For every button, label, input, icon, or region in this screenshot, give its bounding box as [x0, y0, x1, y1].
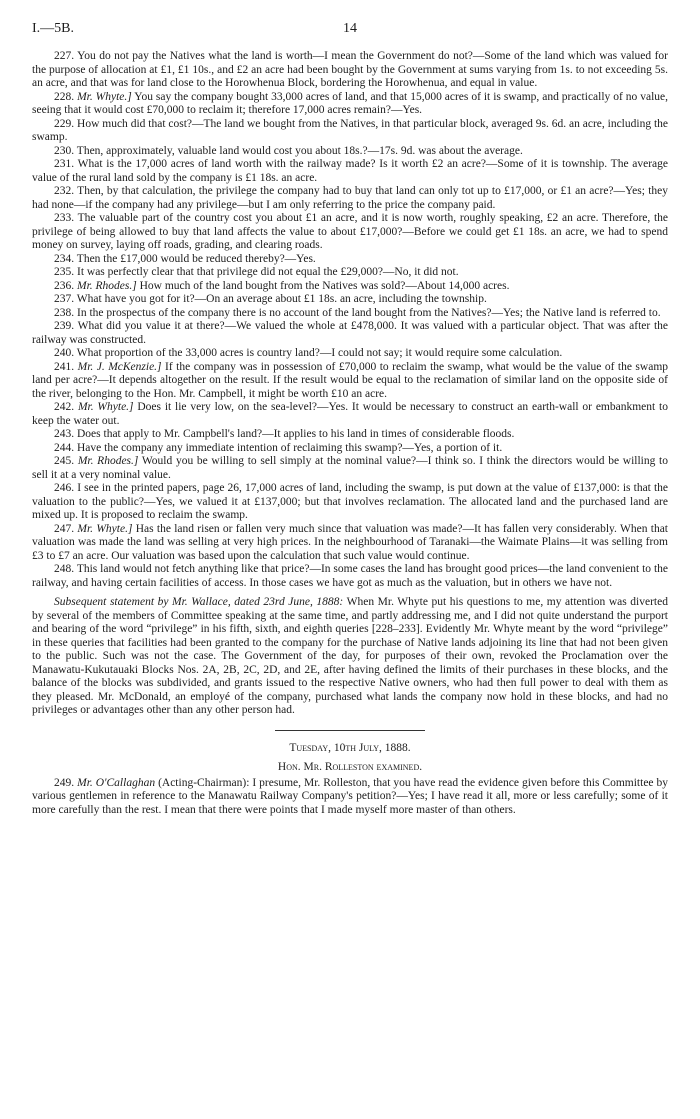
speaker: Mr. Whyte.]: [77, 90, 132, 103]
question-number: 249.: [54, 776, 75, 789]
question-number: 236.: [54, 279, 75, 292]
question-paragraph: [32, 185, 668, 212]
question-answer-text: How much did that cost?—The land we bought from the Natives, in that particular block, averaged 9s. 6d. an acre, including the swamp.: [32, 117, 669, 143]
statement-text: When Mr. Whyte put his questions to me, my attention was diverted by several of the members of Committee speaking at the same time, and partly addressing me, and I did not quite understand the purport and bearing of the word “privilege” in his fifth, sixth, and eighth queries [228–233]. Evidently Mr. Whyte meant by the word “privilege” in these queries that facilities had been granted to the company for the purchase of Native lands adjoining its line that had not been given to the public. Such was not the case. The Government of the day, for purposes of their own, revoked the Proclamation over the Manawatu-Kukutauaki Blocks Nos. 2A, 2B, 2C, 2D, and 2E, after having defined the limits of their purchases in these blocks, and the balance of the blocks was subdivided, and grants issued to the respective Native owners, who had then full power to deal with them as they pleased. Mr. McDonald, an employé of the company, purchased what lands the company now hold in these blocks, and had no privileges or advantages other than any other person had.: [32, 596, 668, 716]
question-number: 242.: [54, 401, 75, 413]
speaker: Mr. Rhodes.]: [77, 455, 139, 467]
question-paragraph: [32, 442, 668, 456]
witness-examined: Hon. Mr. Rolleston examined.: [277, 761, 423, 773]
question-answer-text: What proportion of the 33,000 acres is country land?—I could not say; it would require some calculation.: [76, 347, 563, 359]
question-number: 244.: [54, 441, 75, 454]
question-number: 241.: [54, 360, 75, 373]
question-answer-text: Then the £17,000 would be reduced thereby?—Yes.: [76, 252, 316, 265]
question-number: 240.: [54, 347, 75, 359]
question-paragraph: [32, 523, 668, 564]
question-paragraph: [32, 158, 668, 185]
question-answer-text: In the prospectus of the company there is no account of the land bought from the Natives?—Yes; the Native land is referred to.: [77, 306, 661, 319]
question-number: 247.: [54, 522, 75, 535]
question-number: 228.: [54, 90, 75, 103]
question-number: 229.: [54, 117, 75, 130]
question-number: 246.: [54, 482, 75, 494]
question-answer-text: You say the company bought 33,000 acres of land, and that 15,000 acres of it is swamp, and practically of no value, seeing that it would cost £70,000 to reclaim it; therefore 17,000 acres remain?—Yes.: [32, 90, 668, 116]
speaker: Mr. O'Callaghan: [77, 776, 156, 789]
question-number: 234.: [54, 252, 75, 265]
question-number: 248.: [54, 563, 75, 575]
question-answer-text: Then, approximately, valuable land would cost you about 18s.?—17s. 9d. was about the average.: [76, 144, 523, 157]
question-number: 245.: [54, 455, 75, 467]
question-answer-text: You do not pay the Natives what the land is worth—I mean the Government do not?—Some of the land which was valued for the purpose of allocation at £1, £1 10s., and £2 an acre had been bought by the Government at sums varying from 1s. to not exceeding 5s. an acre, and that was for land close to the Horowhenua Block, bordering the Horowhenua, and equal in value.: [32, 50, 668, 89]
question-paragraph: [32, 320, 668, 347]
question-answer-text: What have you got for it?—On an average about £1 18s. an acre, including the township.: [76, 293, 487, 305]
document-reference: I.—5B.: [32, 21, 74, 36]
question-paragraph: [32, 361, 668, 402]
question-answer-text: It was perfectly clear that that privilege did not equal the £29,000?—No, it did not.: [77, 266, 459, 278]
question-number: 237.: [54, 293, 75, 305]
question-paragraph: [32, 482, 668, 523]
question-number: 233.: [54, 212, 75, 224]
question-paragraph: [32, 428, 668, 442]
subsequent-statement: [32, 596, 668, 718]
question-paragraph: [32, 455, 668, 482]
question-paragraph: [32, 212, 668, 253]
question-paragraph: [32, 118, 668, 145]
question-answer-text: Would you be willing to sell simply at the nominal value?—I think so. I think the directors would be willing to sell it at a very nominal value.: [32, 455, 669, 481]
question-paragraph: [32, 293, 668, 307]
question-answer-text: Then, by that calculation, the privilege the company had to buy that land can only tot up to £17,000, or £1 an acre?—Yes; they had none—if the company had any privilege—but I am only referring to the price the company paid.: [32, 185, 669, 211]
question-paragraph: [32, 266, 668, 280]
section-divider: [275, 730, 425, 731]
evidence-body: [32, 50, 668, 590]
question-number: 227.: [54, 50, 75, 62]
question-number: 239.: [54, 320, 75, 332]
question-answer-text: Has the land risen or fallen very much since that valuation was made?—It has fallen very considerably. When that valuation was made the land was selling at very high prices. In the neighbourhood of Taranaki—the Waimate Plains—it was selling from £3 to £7 an acre. Our valuation was based upon the calculation that such value would continue.: [32, 522, 668, 562]
speaker: Mr. J. McKenzie.]: [77, 360, 162, 373]
page-header: [32, 22, 668, 40]
question-paragraph: [32, 253, 668, 267]
question-paragraph: [32, 280, 668, 294]
page-number: 14: [343, 21, 357, 36]
question-paragraph: [32, 145, 668, 159]
question-number: 235.: [54, 266, 75, 278]
question-answer-text: I see in the printed papers, page 26, 17,000 acres of land, including the swamp, is put down at the value of £137,000: is that the valuation to the public?—Yes, we valued it at £137,000; but that involves reclamation. The allocated land and the purchased land are mixed up. It is proposed to reclaim the swamp.: [32, 482, 669, 521]
question-number: 231.: [54, 158, 75, 170]
question-answer-text: If the company was in possession of £70,000 to reclaim the swamp, what would be the value of the swamp land per acre?—It depends altogether on the result. If the result would be equal to the reclamation of similar land on the opposite side of the river, belonging to the Hon. Mr. Campbell, it might be worth £10 an acre.: [32, 360, 669, 400]
question-answer-text: Does it lie very low, on the sea-level?—Yes. It would be necessary to construct an earth-wall or embankment to keep the water out.: [32, 401, 668, 427]
speaker: Mr. Whyte.]: [77, 401, 134, 413]
statement-heading: Subsequent statement by Mr. Wallace, dated 23rd June, 1888:: [54, 596, 344, 608]
question-answer-text: What is the 17,000 acres of land worth with the railway made? Is it worth £2 an acre?—Some of it is township. The average value of the rural land sold by the company is £1 18s. an acre.: [32, 158, 669, 184]
question-paragraph-249: [32, 777, 668, 818]
session-date: Tuesday, 10th July, 1888.: [289, 741, 411, 754]
question-paragraph: [32, 347, 668, 361]
question-number: 238.: [54, 306, 75, 319]
question-answer-text: (Acting-Chairman): I presume, Mr. Rolleston, that you have read the evidence given before this Committee by various gentlemen in reference to the Manawatu Railway Company's petition?—Yes; I have read it all, more or less carefully; some of it more carefully than the rest. I mean that there were points that I made myself more master of than others.: [32, 776, 669, 816]
question-paragraph: [32, 50, 668, 91]
question-number: 243.: [54, 428, 75, 440]
question-answer-text: Does that apply to Mr. Campbell's land?—It applies to his land in times of considerable floods.: [77, 428, 515, 440]
question-paragraph: [32, 307, 668, 321]
question-answer-text: Have the company any immediate intention of reclaiming this swamp?—Yes, a portion of it.: [77, 441, 503, 454]
speaker: Mr. Whyte.]: [77, 522, 133, 535]
question-paragraph: [32, 91, 668, 118]
question-paragraph: [32, 563, 668, 590]
question-number: 230.: [54, 144, 75, 157]
question-paragraph: [32, 401, 668, 428]
question-number: 232.: [54, 185, 75, 197]
question-answer-text: How much of the land bought from the Natives was sold?—About 14,000 acres.: [139, 279, 510, 292]
question-answer-text: This land would not fetch anything like that price?—In some cases the land has brought good prices—the land convenient to the railway, and having certain facilities of access. In those cases we have got as much as the valuation, but in others we have not.: [32, 563, 668, 589]
question-answer-text: The valuable part of the country cost you about £1 an acre, and it is now worth, roughly speaking, £2 an acre. Therefore, the privilege of being allowed to buy that land affects the value to about £17,000?—Before we could get £1 18s. an acre, we had to spend money on survey, laying off roads, grading, and clearing roads.: [32, 212, 669, 251]
speaker: Mr. Rhodes.]: [77, 279, 137, 292]
question-answer-text: What did you value it at there?—We valued the whole at £478,000. It was valued with a particular object. That was after the railway was constructed.: [32, 320, 668, 346]
